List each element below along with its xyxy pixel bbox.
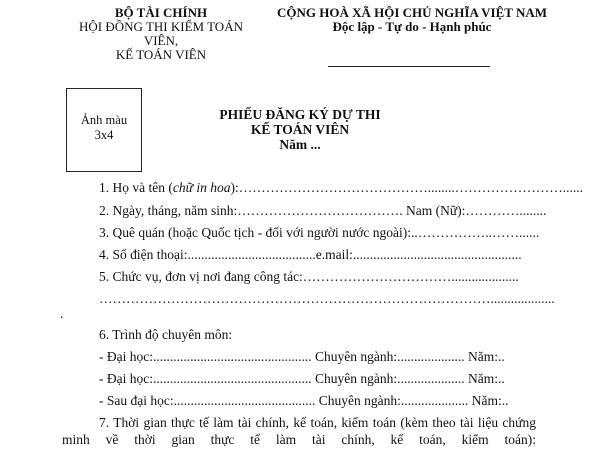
education-heading: 6. Trình độ chuyên môn:	[99, 327, 233, 342]
national-motto: Độc lập - Tự do - Hạnh phúc	[332, 19, 492, 34]
education-row-university-2[interactable]: - Đại học:............................................... Chuyên ngành:.................... Năm:..	[99, 371, 505, 386]
experience-paragraph: 7. Thời gian thực tế làm tài chính, kế toán, kiểm toán (kèm theo tài liệu chứng minh về thời gian thực tế làm tài chính, kế toán, kiểm toán):	[62, 415, 536, 447]
photo-caption-line1: Ảnh màu	[80, 113, 128, 127]
field-position-workplace[interactable]: 5. Chức vụ, đơn vị nơi đang công tác:……………………………....................	[99, 269, 519, 284]
field-full-name-label: 1. Họ và tên (	[99, 180, 173, 195]
ministry-name: BỘ TÀI CHÍNH	[114, 5, 208, 20]
council-name-line3: KẾ TOÁN VIÊN	[115, 47, 207, 62]
field-full-name-hint: chữ in hoa	[172, 180, 231, 195]
education-row-postgraduate[interactable]: - Sau đại học:.......................................... Chuyên ngành:.................... Năm:..	[99, 393, 509, 408]
council-name-line2: VIÊN,	[143, 33, 179, 48]
form-title: PHIẾU ĐĂNG KÝ DỰ THI	[219, 107, 381, 122]
form-year: Năm ...	[279, 137, 321, 152]
field-birth-date-gender[interactable]: 2. Ngày, tháng, năm sinh:………………………………. Nam (Nữ):…………........	[99, 203, 547, 218]
form-subtitle: KẾ TOÁN VIÊN	[250, 122, 350, 137]
photo-caption-line2: 3x4	[94, 128, 114, 142]
photo-placeholder-box	[66, 88, 142, 172]
field-full-name[interactable]	[99, 180, 583, 196]
country-name: CỘNG HOÀ XÃ HỘI CHỦ NGHĨA VIỆT NAM	[276, 5, 548, 20]
field-position-workplace-continued[interactable]: ……………………………………………………………………………...................	[99, 291, 555, 306]
field-hometown[interactable]: 3. Quê quán (hoặc Quốc tịch - đối với người nước ngoài):..……………..……......	[99, 225, 540, 240]
council-name-line1: HỘI ĐỒNG THI KIỂM TOÁN	[79, 19, 243, 34]
stray-dot: .	[60, 306, 64, 321]
education-row-university-1[interactable]: - Đại học:............................................... Chuyên ngành:.................... Năm:..	[99, 349, 505, 364]
field-phone-email[interactable]: 4. Số điện thoại:......................................e.mail:..................................................	[99, 247, 522, 262]
motto-underline	[328, 66, 490, 67]
field-full-name-blank: ):……………………………………........……………………......	[230, 180, 583, 195]
